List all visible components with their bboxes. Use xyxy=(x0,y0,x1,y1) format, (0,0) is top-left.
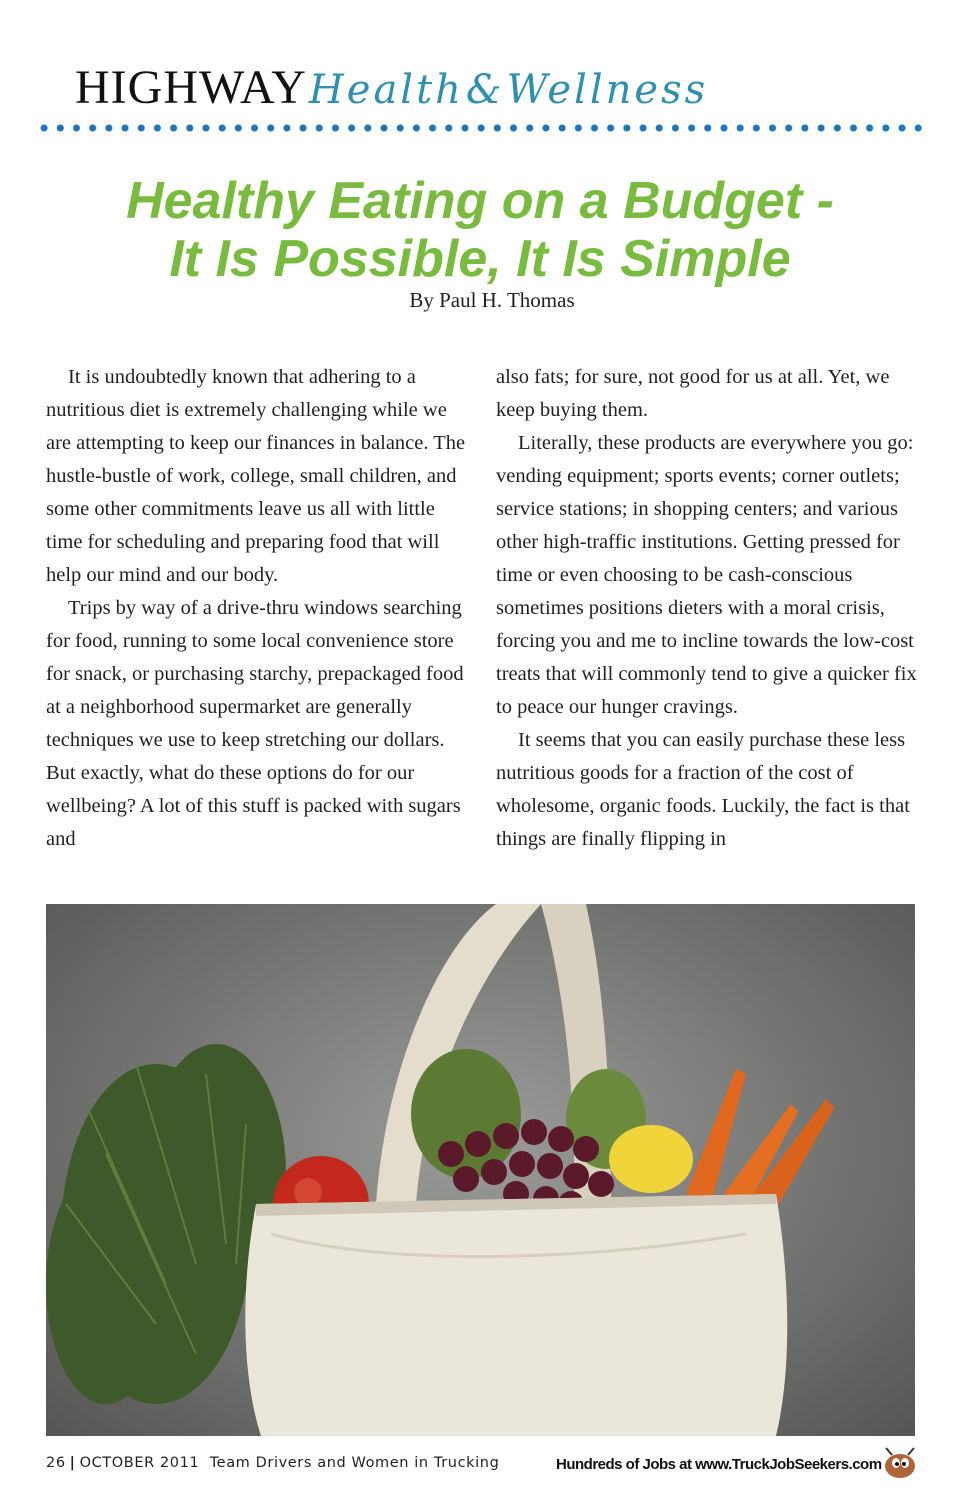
masthead-health: Health xyxy=(308,67,464,113)
publication-name: Team Drivers and Women in Trucking xyxy=(209,1455,500,1471)
left-column xyxy=(46,361,471,856)
article-byline: By Paul H. Thomas xyxy=(409,288,575,312)
paragraph: Literally, these products are everywhere you go: vending equipment; sports events; corner outlets; service stations; in shopping centers; and various other high-traffic institutions. Getting pressed for time or even choosing to be cash-conscious sometimes positions dieters with a moral crisis, forcing you and me to incline towards the low-cost treats that will commonly tend to give a quicker fix to peace our hunger cravings. xyxy=(496,432,917,718)
paragraph: It seems that you can easily purchase these less nutritious goods for a fraction of the cost of wholesome, organic foods. Luckily, the fact is that things are finally flipping in xyxy=(496,729,910,850)
bug-mascot-icon xyxy=(880,1446,920,1480)
article-title xyxy=(0,172,960,288)
jobs-tagline: Hundreds of Jobs at www.TruckJobSeekers.com xyxy=(556,1456,882,1473)
masthead-ampersand: & xyxy=(465,67,505,113)
dotted-divider xyxy=(36,121,926,135)
masthead-wellness: Wellness xyxy=(506,67,709,113)
grocery-bag-illustration xyxy=(46,904,915,1436)
paragraph: also fats; for sure, not good for us at all. Yet, we keep buying them. xyxy=(496,366,890,421)
page-number: 26 xyxy=(46,1455,66,1471)
right-column xyxy=(496,361,918,856)
masthead-highway: HIGHWAY xyxy=(75,61,307,114)
issue-date: OCTOBER 2011 xyxy=(79,1455,200,1471)
footer-left xyxy=(46,1455,499,1471)
paragraph: Trips by way of a drive-thru windows searching for food, running to some local convenience store for snack, or purchasing starchy, prepackaged food at a neighborhood supermarket are generally techniques we use to keep stretching our dollars. But exactly, what do these options do for our wellbeing? A lot of this stuff is packed with sugars and xyxy=(46,597,464,850)
article-title-line1: Healthy Eating on a Budget - xyxy=(126,172,834,230)
footer-separator: | xyxy=(69,1455,76,1471)
paragraph: It is undoubtedly known that adhering to a nutritious diet is extremely challenging while we are attempting to keep our finances in balance. The hustle-bustle of work, college, small children, and some other commitments leave us all with little time for scheduling and preparing food that will help our mind and our body. xyxy=(46,366,466,586)
grocery-bag-photo xyxy=(46,904,915,1436)
article-title-line2: It Is Possible, It Is Simple xyxy=(169,230,791,288)
masthead xyxy=(75,60,708,120)
